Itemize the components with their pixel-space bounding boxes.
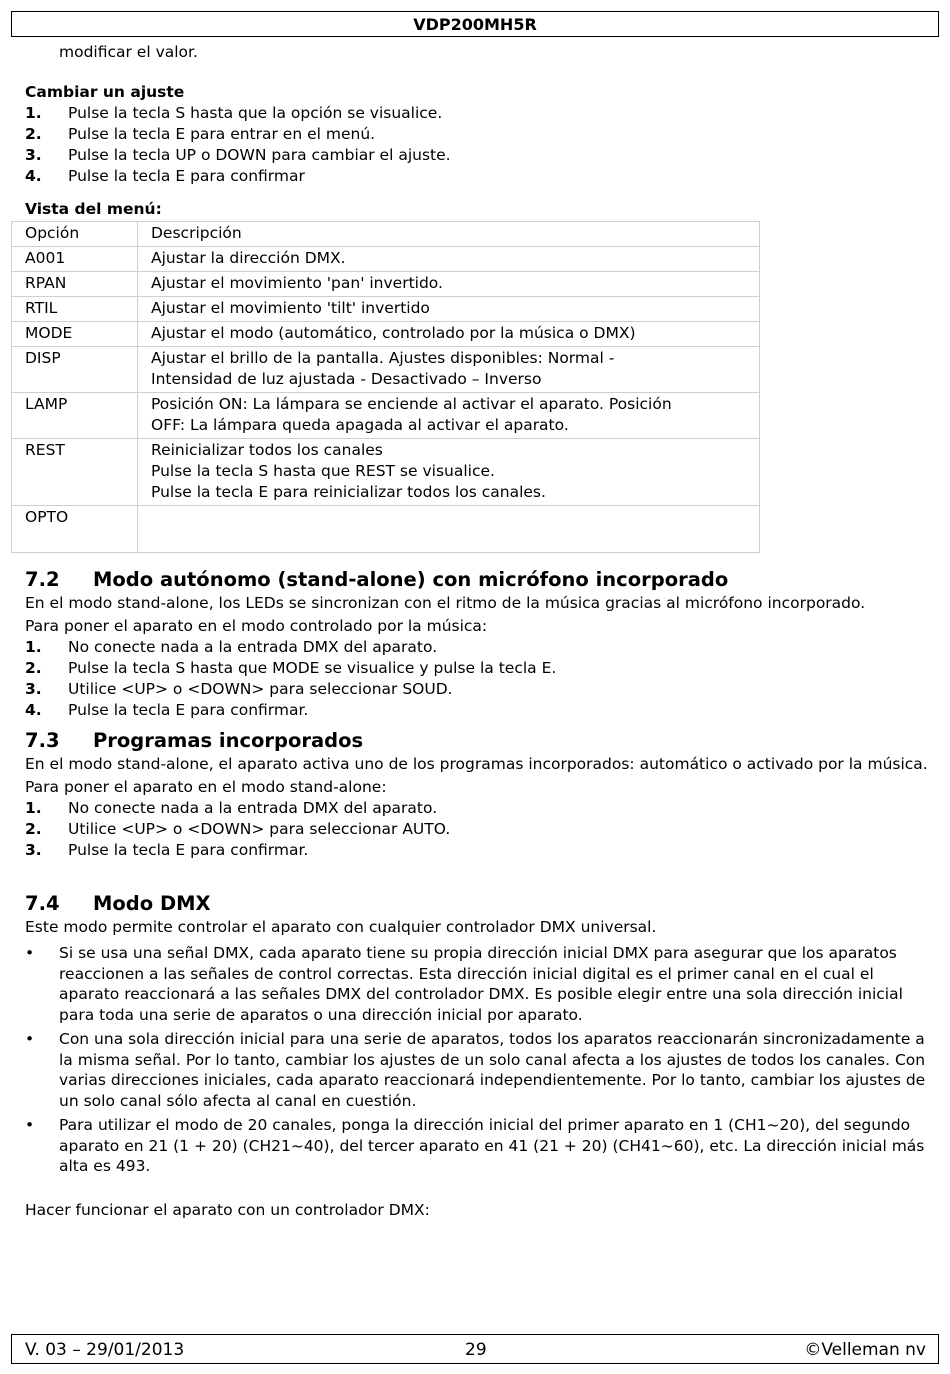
section-7-3-steps <box>25 798 930 861</box>
menu-table <box>11 221 760 553</box>
step-item <box>25 679 930 700</box>
bullet-item <box>25 943 930 1025</box>
section-title: Programas incorporados <box>93 729 364 752</box>
step-text: Utilice <UP> o <DOWN> para seleccionar AUTO. <box>68 820 451 838</box>
section-7-2-heading <box>25 567 930 593</box>
menu-table-row <box>12 297 760 322</box>
step-text: Pulse la tecla E para confirmar. <box>68 841 309 859</box>
option-cell: RTIL <box>12 297 138 322</box>
step-text: Pulse la tecla S hasta que MODE se visualice y pulse la tecla E. <box>68 659 557 677</box>
step-text: Pulse la tecla E para confirmar <box>68 167 305 185</box>
step-item <box>25 798 930 819</box>
column-header-option: Opción <box>12 222 138 247</box>
option-cell: DISP <box>12 347 138 393</box>
description-cell <box>138 272 760 297</box>
description-line: Ajustar el modo (automático, controlado por la música o DMX) <box>151 324 636 342</box>
step-item <box>25 145 930 166</box>
step-number: 2. <box>25 659 42 677</box>
step-item <box>25 166 930 187</box>
bullet-symbol: • <box>25 944 35 962</box>
bullet-symbol: • <box>25 1116 35 1134</box>
step-text: No conecte nada a la entrada DMX del aparato. <box>68 799 438 817</box>
step-number: 1. <box>25 104 42 122</box>
description-cell <box>138 247 760 272</box>
page-content <box>25 42 930 1221</box>
menu-table-row <box>12 439 760 506</box>
intro-continued-text: modificar el valor. <box>59 43 198 61</box>
step-item <box>25 637 930 658</box>
step-text: Pulse la tecla S hasta que la opción se visualice. <box>68 104 443 122</box>
step-item <box>25 124 930 145</box>
option-cell: REST <box>12 439 138 506</box>
description-cell <box>138 439 760 506</box>
step-text: Pulse la tecla E para confirmar. <box>68 701 309 719</box>
step-item <box>25 103 930 124</box>
option-cell: OPTO <box>12 506 138 553</box>
change-setting-heading: Cambiar un ajuste <box>25 83 185 101</box>
section-number: 7.4 <box>25 892 60 915</box>
description-cell <box>138 347 760 393</box>
section-number: 7.3 <box>25 729 60 752</box>
description-line: Posición ON: La lámpara se enciende al activar el aparato. Posición <box>151 395 672 413</box>
step-item <box>25 819 930 840</box>
description-line: OFF: La lámpara queda apagada al activar el aparato. <box>151 416 569 434</box>
page-footer <box>11 1334 939 1364</box>
bullet-text: Con una sola dirección inicial para una serie de aparatos, todos los aparatos reaccionarán sincronizadamente a la misma señal. Por lo tanto, cambiar los ajustes de un solo canal afecta a los ajustes de todos los canales. Con varias direcciones iniciales, cada aparato reaccionará independientemente. Por lo tanto, cambiar los ajustes de un solo canal sólo afecta al canal en cuestión. <box>59 1030 926 1110</box>
option-cell: A001 <box>12 247 138 272</box>
description-cell <box>138 506 760 553</box>
footer-copyright: ©Velleman nv <box>804 1340 926 1360</box>
step-text: No conecte nada a la entrada DMX del aparato. <box>68 638 438 656</box>
step-number: 2. <box>25 125 42 143</box>
description-cell <box>138 322 760 347</box>
step-number: 4. <box>25 701 42 719</box>
step-text: Utilice <UP> o <DOWN> para seleccionar SOUD. <box>68 680 453 698</box>
menu-table-row <box>12 322 760 347</box>
description-cell <box>138 297 760 322</box>
column-header-description: Descripción <box>138 222 760 247</box>
step-number: 1. <box>25 799 42 817</box>
menu-table-row <box>12 272 760 297</box>
section-7-2-steps <box>25 637 930 721</box>
bullet-text: Si se usa una señal DMX, cada aparato tiene su propia dirección inicial DMX para asegurar que los aparatos reaccionen a las señales de control correctas. Esta dirección inicial digital es el primer canal en el cual el aparato reaccionará a las señales DMX del controlador DMX. Es posible elegir entre una sola dirección inicial para toda una serie de aparatos o una dirección inicial por aparato. <box>59 944 903 1024</box>
bullet-symbol: • <box>25 1030 35 1048</box>
page-header <box>11 11 939 37</box>
step-item <box>25 658 930 679</box>
bullet-item <box>25 1029 930 1111</box>
step-number: 1. <box>25 638 42 656</box>
section-7-3-paragraph: En el modo stand-alone, el aparato activa uno de los programas incorporados: automático o activado por la música. <box>25 755 928 773</box>
section-7-4-paragraph: Este modo permite controlar el aparato con cualquier controlador DMX universal. <box>25 918 657 936</box>
section-7-4-heading <box>25 891 930 917</box>
option-cell: RPAN <box>12 272 138 297</box>
menu-table-row <box>12 247 760 272</box>
step-number: 4. <box>25 167 42 185</box>
step-item <box>25 700 930 721</box>
section-7-4-bullets <box>25 943 930 1177</box>
description-line: Ajustar el brillo de la pantalla. Ajustes disponibles: Normal - <box>151 349 615 367</box>
section-7-2-instruction: Para poner el aparato en el modo controlado por la música: <box>25 617 488 635</box>
step-text: Pulse la tecla E para entrar en el menú. <box>68 125 376 143</box>
description-line: Pulse la tecla S hasta que REST se visualice. <box>151 462 495 480</box>
description-line: Pulse la tecla E para reinicializar todos los canales. <box>151 483 546 501</box>
description-line: Ajustar el movimiento 'pan' invertido. <box>151 274 443 292</box>
footer-version: V. 03 – 29/01/2013 <box>25 1340 185 1360</box>
description-cell <box>138 393 760 439</box>
option-cell: LAMP <box>12 393 138 439</box>
description-line: Intensidad de luz ajustada - Desactivado – Inverso <box>151 370 542 388</box>
menu-table-row <box>12 393 760 439</box>
description-line: Ajustar el movimiento 'tilt' invertido <box>151 299 430 317</box>
step-number: 3. <box>25 146 42 164</box>
footer-page-number: 29 <box>465 1340 487 1360</box>
section-7-4-closing: Hacer funcionar el aparato con un controlador DMX: <box>25 1200 430 1219</box>
menu-table-header-row <box>12 222 760 247</box>
step-number: 3. <box>25 680 42 698</box>
bullet-item <box>25 1115 930 1177</box>
section-7-2-paragraph: En el modo stand-alone, los LEDs se sincronizan con el ritmo de la música gracias al micrófono incorporado. <box>25 594 866 612</box>
step-number: 2. <box>25 820 42 838</box>
description-line: Reinicializar todos los canales <box>151 441 383 459</box>
section-title: Modo DMX <box>93 892 211 915</box>
menu-table-row <box>12 506 760 553</box>
change-setting-steps <box>25 103 930 187</box>
bullet-text: Para utilizar el modo de 20 canales, ponga la dirección inicial del primer aparato en 1 (CH1~20), del segundo aparato en 21 (1 + 20) (CH21~40), del tercer aparato en 41 (21 + 20) (CH41~60), etc. La dirección inicial más alta es 493. <box>59 1116 925 1175</box>
step-number: 3. <box>25 841 42 859</box>
option-cell: MODE <box>12 322 138 347</box>
menu-table-row <box>12 347 760 393</box>
document-model-title: VDP200MH5R <box>413 15 537 34</box>
section-title: Modo autónomo (stand-alone) con micrófono incorporado <box>93 568 729 591</box>
description-line: Ajustar la dirección DMX. <box>151 249 346 267</box>
step-item <box>25 840 930 861</box>
section-7-3-heading <box>25 728 930 754</box>
step-text: Pulse la tecla UP o DOWN para cambiar el ajuste. <box>68 146 451 164</box>
section-number: 7.2 <box>25 568 60 591</box>
section-7-3-instruction: Para poner el aparato en el modo stand-alone: <box>25 778 387 796</box>
menu-view-heading: Vista del menú: <box>25 200 162 218</box>
